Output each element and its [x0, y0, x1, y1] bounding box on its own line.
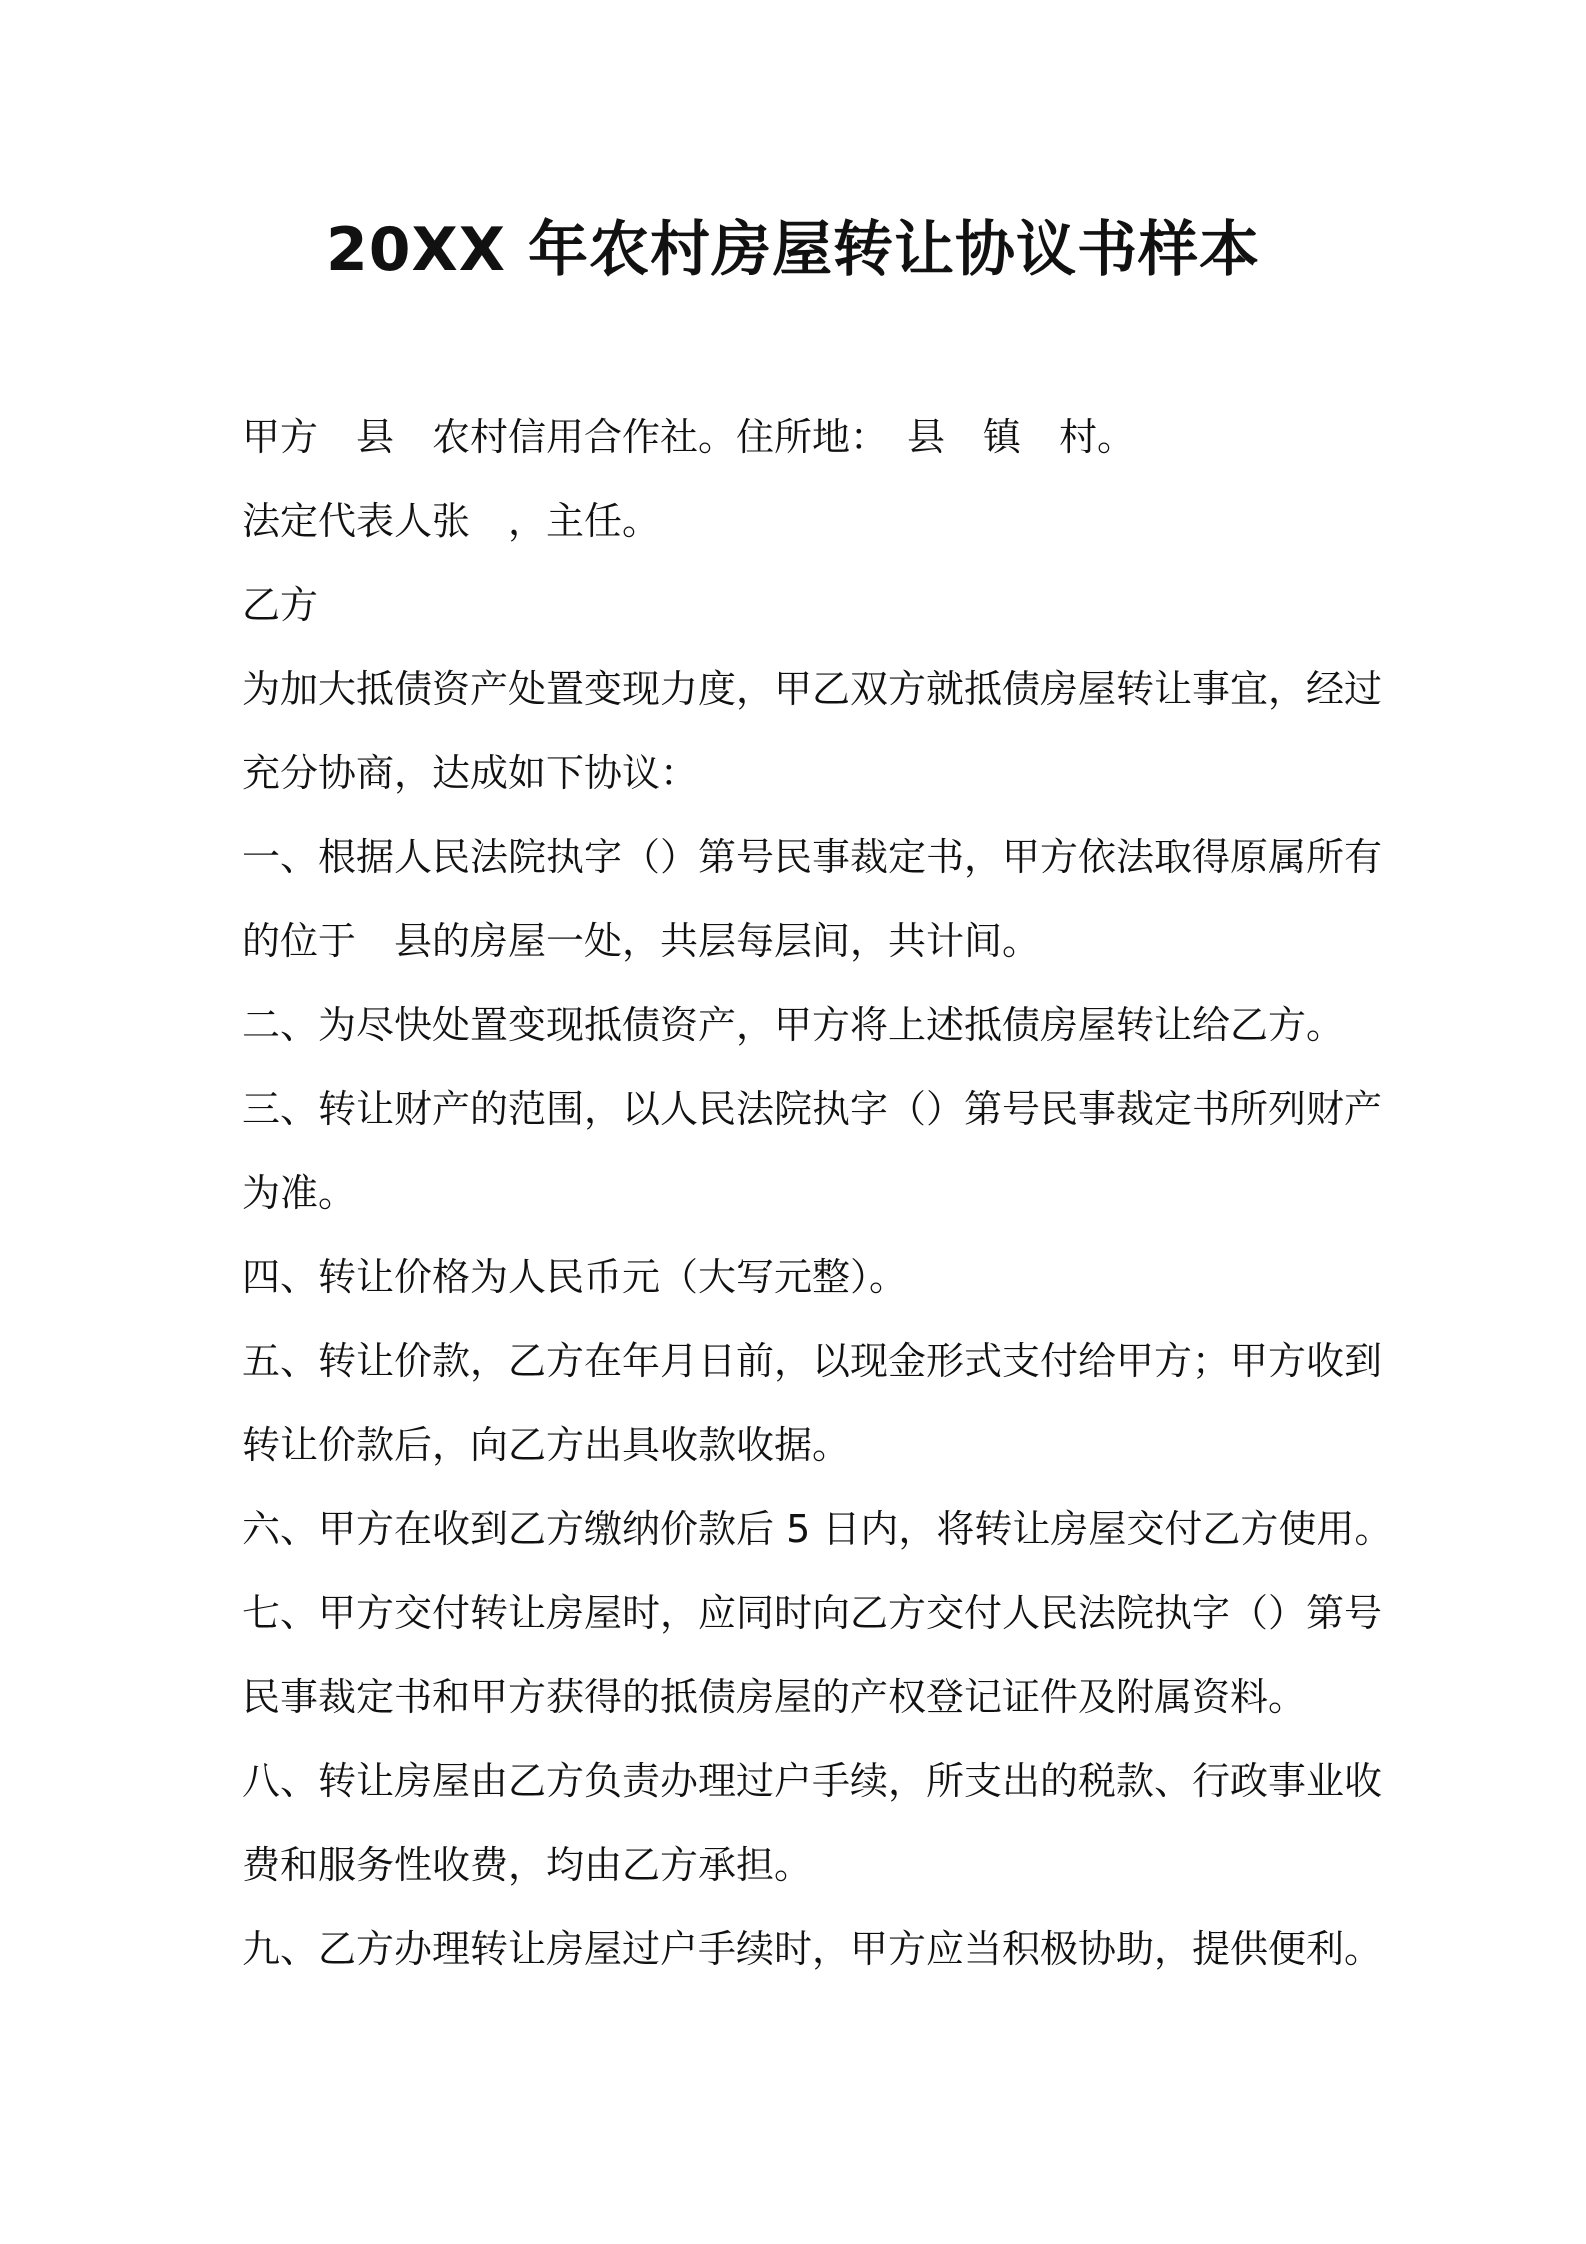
- paragraph-line: 乙方: [242, 583, 319, 627]
- paragraph-line: 九、乙方办理转让房屋过户手续时，甲方应当积极协助，提供便利。: [242, 1927, 1383, 1971]
- paragraph-line: 三、转让财产的范围，以人民法院执字（）第号民事裁定书所列财产: [242, 1087, 1383, 1131]
- document-body: [242, 395, 1393, 1991]
- paragraph-line: 二、为尽快处置变现抵债资产，甲方将上述抵债房屋转让给乙方。: [242, 1003, 1345, 1047]
- paragraph-line: 六、甲方在收到乙方缴纳价款后 5 日内，将转让房屋交付乙方使用。: [242, 1507, 1393, 1551]
- paragraph-line: 民事裁定书和甲方获得的抵债房屋的产权登记证件及附属资料。: [242, 1675, 1307, 1719]
- paragraph-line: 五、转让价款，乙方在年月日前，以现金形式支付给甲方；甲方收到: [242, 1339, 1383, 1383]
- paragraph-line: 一、根据人民法院执字（）第号民事裁定书，甲方依法取得原属所有: [242, 835, 1383, 879]
- paragraph-line: 甲方 县 农村信用合作社。住所地： 县 镇 村。: [242, 415, 1136, 459]
- paragraph-line: 法定代表人张 ，主任。: [242, 499, 661, 543]
- paragraph-line: 充分协商，达成如下协议：: [242, 751, 699, 795]
- paragraph-line: 费和服务性收费，均由乙方承担。: [242, 1843, 813, 1887]
- paragraph-line: 转让价款后，向乙方出具收款收据。: [242, 1423, 851, 1467]
- paragraph-line: 七、甲方交付转让房屋时，应同时向乙方交付人民法院执字（）第号: [242, 1591, 1383, 1635]
- paragraph-line: 四、转让价格为人民币元（大写元整）。: [242, 1255, 908, 1299]
- paragraph-line: 八、转让房屋由乙方负责办理过户手续，所支出的税款、行政事业收: [242, 1759, 1383, 1803]
- paragraph-line: 为准。: [242, 1171, 357, 1215]
- document-title: 20XX 年农村房屋转让协议书样本: [326, 215, 1260, 285]
- paragraph-line: 为加大抵债资产处置变现力度，甲乙双方就抵债房屋转让事宜，经过: [242, 667, 1383, 711]
- paragraph-line: 的位于 县的房屋一处，共层每层间，共计间。: [242, 919, 1041, 963]
